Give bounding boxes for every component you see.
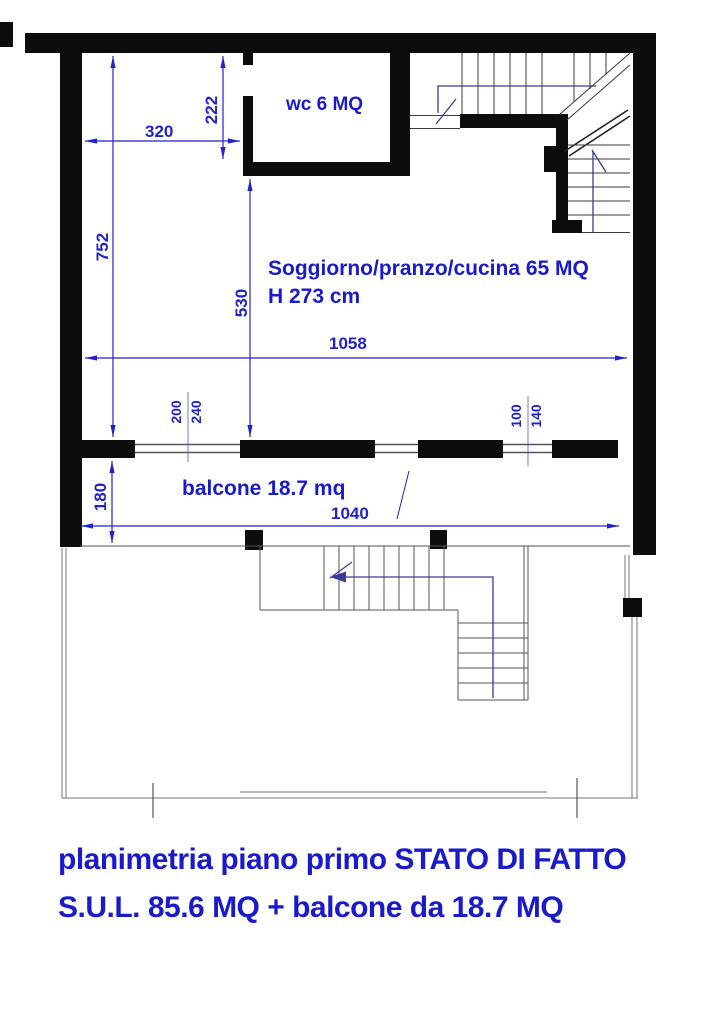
stair-treads-top-run (462, 53, 542, 114)
terrace-post (623, 598, 642, 617)
stair-landing-lines (410, 116, 460, 129)
stair-treads-down-run (568, 145, 630, 233)
terrace-right-edge (632, 617, 637, 798)
upper-stair-arrow-slash (436, 99, 456, 124)
wall-stair-cap (552, 220, 582, 233)
dim-140-label: 140 (528, 404, 544, 428)
wall-wc-door-stub (243, 53, 253, 65)
down-run-arrow-slash (592, 150, 606, 172)
stair-handrail (565, 110, 630, 156)
dim-240-label: 240 (188, 400, 204, 424)
dim-1040-label: 1040 (331, 504, 369, 523)
dim-752-label: 752 (93, 232, 112, 262)
title-line-2: S.U.L. 85.6 MQ + balcone da 18.7 MQ (58, 891, 564, 924)
dim-200-label: 200 (168, 400, 184, 424)
wc-room-label: wc 6 MQ (286, 94, 364, 115)
wall-stair-vertical (556, 114, 568, 233)
dim-530-label: 530 (232, 288, 251, 318)
wall-wc-bottom (243, 162, 410, 176)
terrace-left-edge (62, 548, 66, 798)
wall-wc-right (390, 53, 410, 176)
wall-balcony-seg4 (552, 440, 618, 458)
terrace-outline (62, 548, 638, 818)
wall-balcony-seg3 (418, 440, 503, 458)
wall-left (60, 53, 82, 547)
dim-320-label: 320 (145, 122, 174, 141)
dim-180-label: 180 (91, 482, 110, 512)
dim-100-label: 100 (508, 404, 524, 428)
terrace-bottom-edge (62, 792, 638, 798)
balcony-label: balcone 18.7 mq (182, 477, 346, 500)
window-small (503, 445, 552, 453)
staircase-upper (410, 53, 630, 233)
staircase-lower (80, 546, 630, 700)
terrace-railing (625, 555, 629, 598)
wall-balcony-seg1 (80, 440, 135, 458)
wall-top-left-mark (0, 22, 13, 47)
wall-top (25, 33, 656, 53)
ceiling-height-label: H 273 cm (268, 285, 361, 308)
wall-right (633, 53, 656, 555)
living-room-label: Soggiorno/pranzo/cucina 65 MQ (268, 257, 589, 280)
balcony-door-swing (397, 471, 409, 519)
dim-222-label: 222 (202, 95, 221, 125)
balcony-door (375, 445, 418, 453)
title-line-1: planimetria piano primo STATO DI FATTO (58, 843, 627, 876)
dim-1058-label: 1058 (329, 334, 367, 353)
window-large (135, 445, 240, 453)
lower-stair-arrowhead (330, 572, 346, 583)
wall-stair-horizontal (460, 114, 562, 128)
wall-balcony-seg2 (240, 440, 375, 458)
stair-newel-pillar (544, 146, 568, 172)
